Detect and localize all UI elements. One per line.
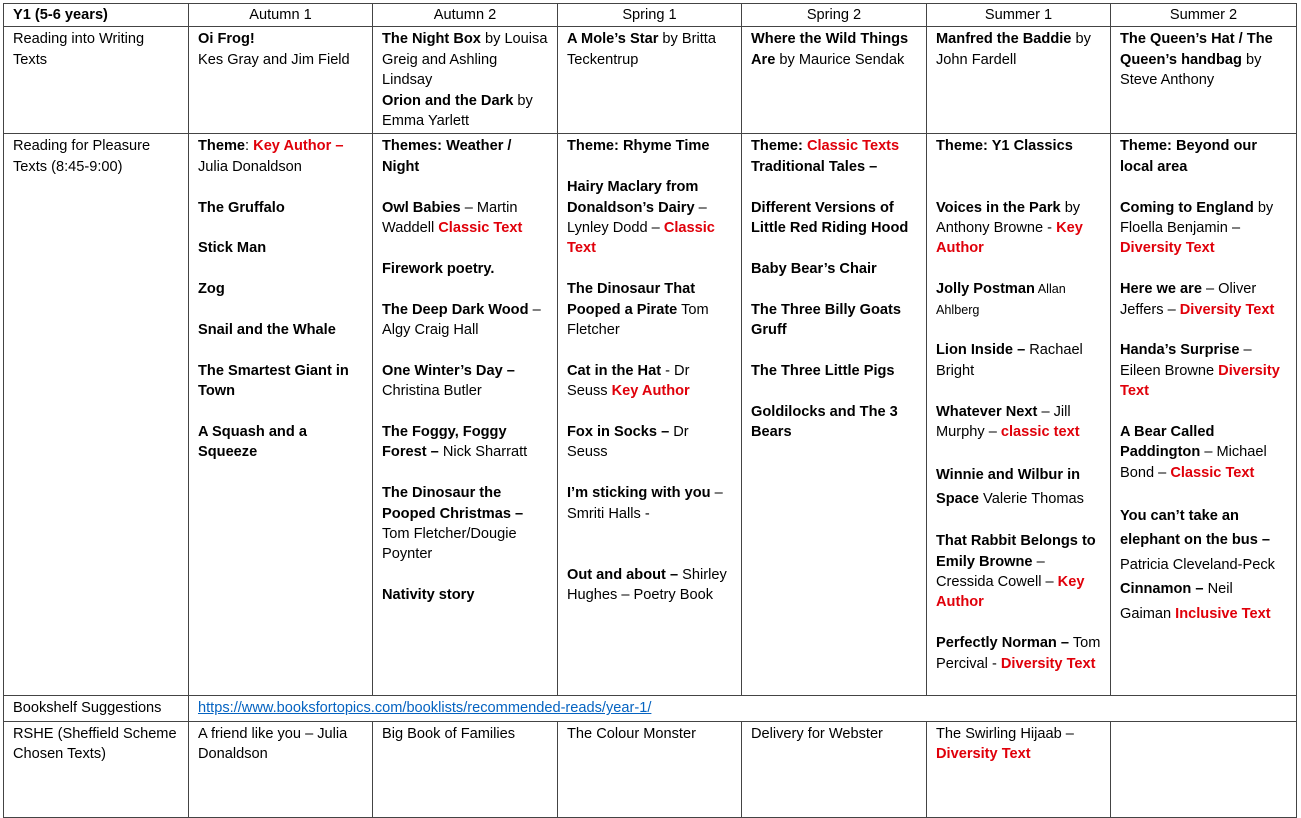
rshe-autumn2: Big Book of Families: [373, 721, 558, 817]
book-title: Coming to England: [1120, 199, 1254, 216]
rp-spring2: [742, 134, 927, 696]
book-author: by Britta Teckentrup: [567, 31, 716, 68]
book-author: Rachael Bright: [936, 342, 1083, 379]
book-title: Firework poetry.: [382, 260, 495, 277]
term-header: Summer 1: [927, 4, 1111, 27]
tag-diversity-text: Diversity Text: [936, 746, 1031, 763]
rp-summer1: [927, 134, 1111, 696]
book-title: You can’t take an elephant on the bus –: [1120, 507, 1271, 549]
rp-autumn2: [373, 134, 558, 696]
term-header: Autumn 1: [189, 4, 373, 27]
rp-spring1: [558, 134, 742, 696]
book-author: by Steve Anthony: [1120, 51, 1262, 89]
book-author: – Cressida Cowell –: [936, 553, 1058, 591]
book-author: Nick Sharratt: [438, 444, 528, 461]
book-author: – Jill Murphy –: [936, 403, 1071, 441]
theme-author: Julia Donaldson: [198, 158, 302, 175]
tag-diversity-text: Diversity Text: [1179, 301, 1275, 318]
rp-summer2: [1111, 134, 1297, 696]
book-title: The Three Little Pigs: [751, 362, 895, 379]
rw-autumn2: [373, 27, 558, 134]
book-title: The Dinosaur That Pooped a Pirate: [567, 281, 696, 318]
book-author: Christina Butler: [382, 383, 482, 400]
theme: Theme: Y1 Classics: [936, 138, 1073, 155]
tag-classic-text: Classic Text: [1170, 464, 1255, 481]
reading-pleasure-row: [4, 134, 1297, 696]
book-title: The Foggy, Foggy Forest –: [382, 424, 507, 461]
book-author: Tom Fletcher/Dougie Poynter: [382, 526, 517, 563]
tag-inclusive-text: Inclusive Text: [1175, 605, 1271, 622]
book-title: Voices in the Park: [936, 199, 1061, 216]
term-header: Spring 2: [742, 4, 927, 27]
rp-autumn1: [189, 134, 373, 696]
book-title: Fox in Socks –: [567, 424, 670, 441]
book-title: Jolly Postman: [936, 281, 1035, 298]
bookshelf-link-cell: [189, 696, 1297, 721]
tag-classic-text: Classic Text: [567, 220, 715, 257]
rshe-spring2: Delivery for Webster: [742, 721, 927, 817]
row-label: RSHE (Sheffield Scheme Chosen Texts): [4, 721, 189, 817]
book-author: Dr Seuss: [567, 424, 689, 461]
tag-classic-texts: Classic Texts: [806, 138, 900, 155]
book-title: Winnie and Wilbur in Space: [936, 466, 1081, 507]
reading-writing-row: [4, 27, 1297, 134]
book-title: Hairy Maclary from Donaldson’s Dairy: [567, 179, 699, 216]
tag-diversity-text: Diversity Text: [1120, 240, 1215, 257]
book-title: A Mole’s Star: [567, 31, 659, 48]
book-author: – Michael Bond –: [1120, 444, 1267, 481]
book-title: The Queen’s Hat / The Queen’s handbag: [1120, 31, 1273, 68]
theme: Theme: Rhyme Time: [567, 138, 710, 155]
theme-label: Theme:: [751, 138, 807, 155]
book-author: Shirley Hughes – Poetry Book: [567, 566, 727, 604]
term-header: Summer 2: [1111, 4, 1297, 27]
rw-spring2: [742, 27, 927, 134]
book-title: Here we are: [1120, 281, 1202, 298]
term-header: Spring 1: [558, 4, 742, 27]
book-author: Allan Ahlberg: [936, 282, 1066, 317]
tag-key-author: Key Author: [611, 383, 690, 400]
book-title: The Deep Dark Wood: [382, 301, 529, 318]
book-title: The Night Box: [382, 31, 481, 48]
book-title: Perfectly Norman –: [936, 635, 1070, 652]
theme-dash: –: [331, 138, 344, 155]
tag-classic-text: classic text: [1000, 424, 1080, 441]
rw-autumn1: [189, 27, 373, 134]
book-title: I’m sticking with you: [567, 485, 711, 502]
row-label: Reading into Writing Texts: [4, 27, 189, 134]
book-author: Valerie Thomas: [979, 490, 1084, 507]
tag-diversity-text: Diversity Text: [1120, 362, 1280, 400]
rshe-autumn1: A friend like you – Julia Donaldson: [189, 721, 373, 817]
theme-sub: Traditional Tales –: [751, 158, 878, 175]
book-author: Tom Fletcher: [567, 301, 709, 339]
book-author: by Floella Benjamin –: [1120, 199, 1274, 237]
header-row: [4, 4, 1297, 27]
book-author: Patricia Cleveland-Peck: [1120, 556, 1275, 573]
row-label: Reading for Pleasure Texts (8:45-9:00): [4, 134, 189, 696]
book-title: Snail and the Whale: [198, 322, 336, 339]
book-author: – Eileen Browne: [1120, 342, 1252, 379]
book-author: – Lynley Dodd –: [567, 199, 707, 237]
book-title: Nativity story: [382, 587, 475, 604]
book-title: Handa’s Surprise: [1120, 342, 1240, 359]
book-title: Owl Babies: [382, 199, 461, 216]
tag-diversity-text: Diversity Text: [1000, 655, 1096, 672]
tag-key-author: Key Author: [253, 138, 332, 155]
term-header: Autumn 2: [373, 4, 558, 27]
book-title: Oi Frog!: [198, 31, 255, 48]
book-author: by Maurice Sendak: [775, 51, 905, 68]
book-title: That Rabbit Belongs to Emily Browne: [936, 533, 1096, 570]
row-label: Bookshelf Suggestions: [4, 696, 189, 721]
book-author: – Algy Craig Hall: [382, 301, 541, 339]
book-title: Zog: [198, 281, 225, 298]
book-author: Tom Percival -: [936, 635, 1101, 672]
book-author: by Emma Yarlett: [382, 92, 533, 130]
book-title: Orion and the Dark: [382, 92, 514, 109]
tag-key-author: Key Author: [936, 220, 1083, 257]
rshe-row: [4, 721, 1297, 817]
book-title: A Bear Called Paddington: [1120, 424, 1215, 461]
rw-summer2: [1111, 27, 1297, 134]
book-title: Goldilocks and The 3 Bears: [751, 403, 898, 441]
theme: Themes: Weather / Night: [382, 138, 512, 175]
theme-label: Theme: [198, 138, 246, 155]
book-author: – Oliver Jeffers –: [1120, 281, 1257, 318]
rw-spring1: [558, 27, 742, 134]
theme-sep: :: [245, 138, 254, 155]
book-title: The Three Billy Goats Gruff: [751, 301, 902, 339]
year-label: Y1 (5-6 years): [4, 4, 189, 27]
book-title: The Swirling Hijaab –: [936, 725, 1074, 742]
book-title: Lion Inside –: [936, 342, 1026, 359]
book-title: Cinnamon –: [1120, 581, 1204, 598]
book-title: Where the Wild Things Are: [751, 31, 909, 68]
book-author: by Louisa Greig and Ashling Lindsay: [382, 31, 548, 89]
book-title: Cat in the Hat: [567, 362, 662, 379]
book-author: by John Fardell: [936, 31, 1091, 68]
tag-key-author: Key Author: [936, 574, 1085, 611]
rw-summer1: [927, 27, 1111, 134]
book-title: Out and about –: [567, 566, 679, 583]
book-title: A Squash and a Squeeze: [198, 424, 307, 461]
book-title: One Winter’s Day –: [382, 362, 515, 379]
rshe-spring1: The Colour Monster: [558, 721, 742, 817]
book-author: by Anthony Browne -: [936, 199, 1081, 237]
book-title: The Dinosaur the Pooped Christmas –: [382, 485, 524, 522]
book-author: – Martin Waddell: [382, 199, 518, 237]
theme: Theme: Beyond our local area: [1120, 138, 1258, 175]
book-title: Manfred the Baddie: [936, 31, 1072, 48]
book-title: Whatever Next: [936, 403, 1038, 420]
rshe-summer2: [1111, 721, 1297, 817]
book-author: Kes Gray and Jim Field: [198, 51, 350, 68]
book-title: The Smartest Giant in Town: [198, 362, 349, 400]
curriculum-table: [3, 3, 1297, 818]
book-author: Neil Gaiman: [1120, 581, 1233, 622]
bookshelf-row: [4, 696, 1297, 721]
book-title: The Gruffalo: [198, 199, 285, 216]
book-author: – Smriti Halls -: [567, 485, 723, 522]
booksfortopics-link[interactable]: https://www.booksfortopics.com/booklists/recommended-reads/year-1/: [198, 700, 652, 717]
rshe-summer1: [927, 721, 1111, 817]
book-title: Baby Bear’s Chair: [751, 260, 877, 277]
book-title: Different Versions of Little Red Riding Hood: [751, 199, 909, 237]
book-title: Stick Man: [198, 240, 267, 257]
tag-classic-text: Classic Text: [438, 220, 523, 237]
book-author: - Dr Seuss: [567, 362, 690, 400]
